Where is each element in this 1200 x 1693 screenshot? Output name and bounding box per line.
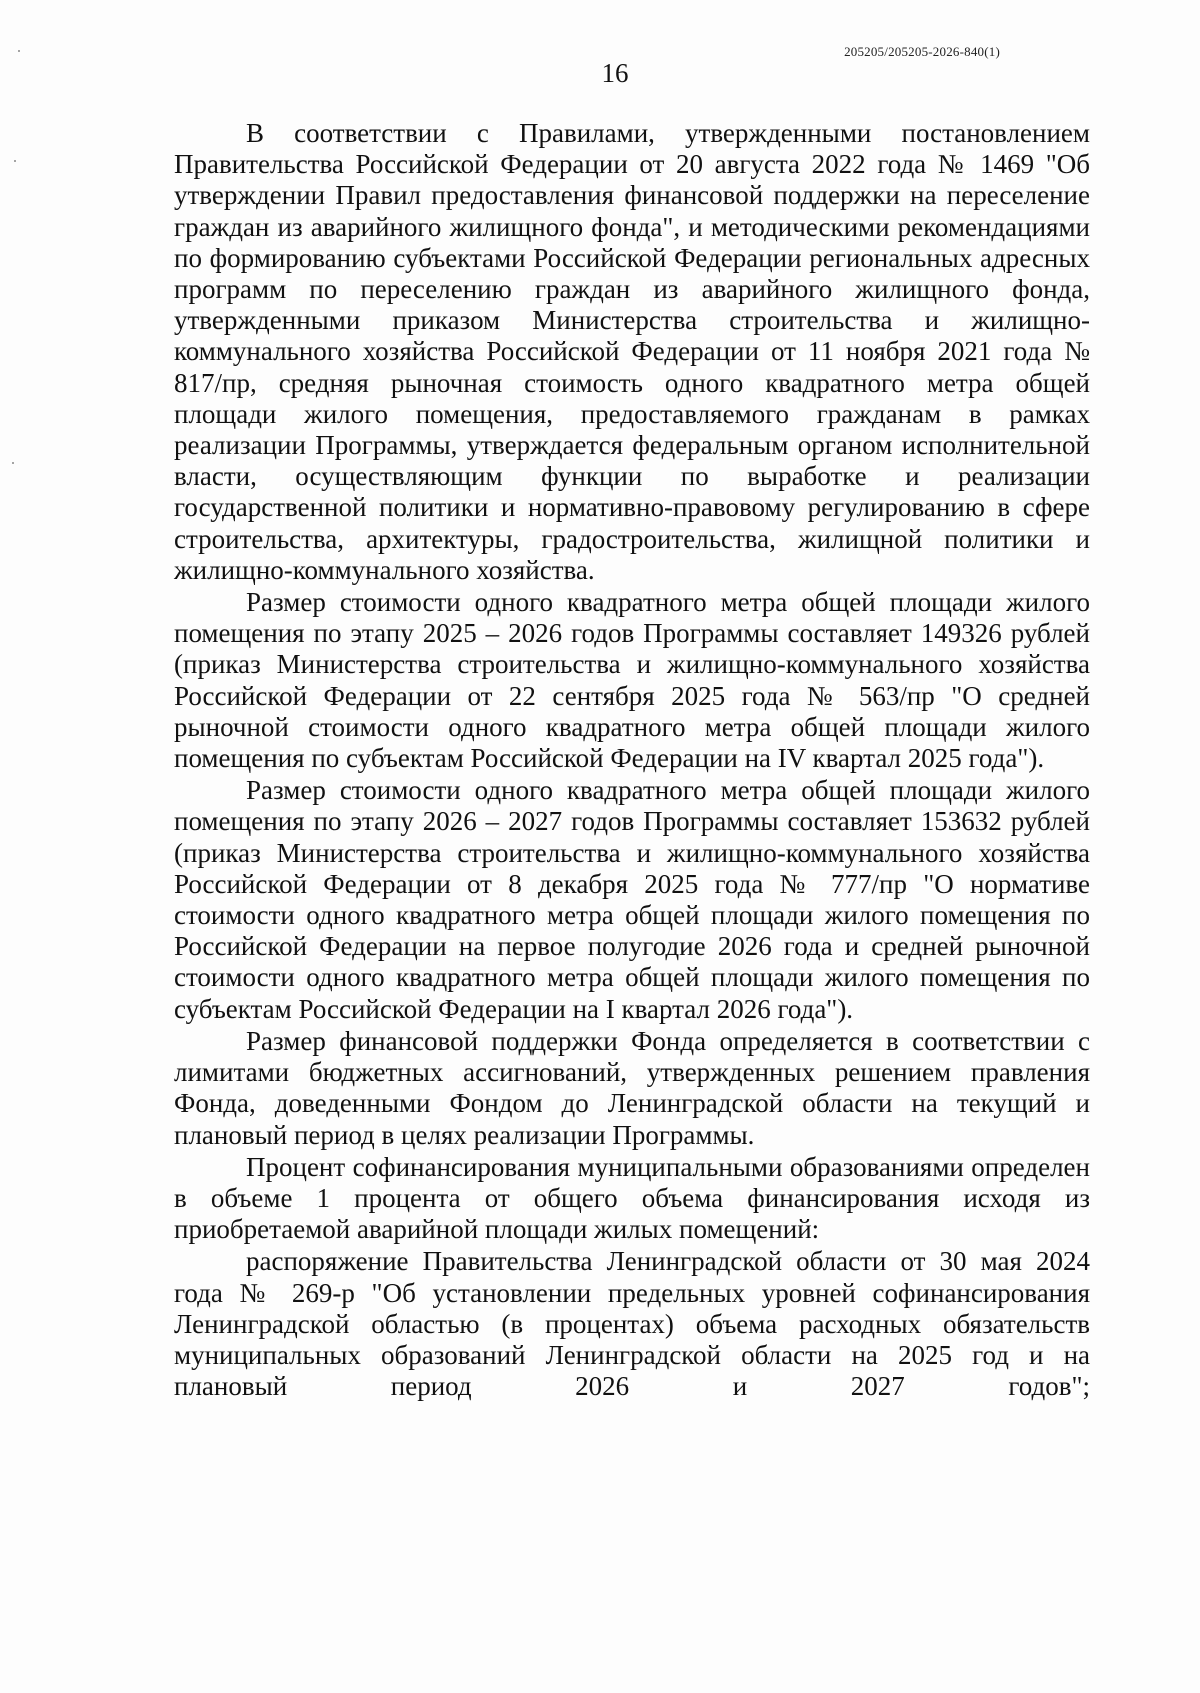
scan-speck bbox=[18, 50, 20, 52]
scan-speck bbox=[12, 462, 14, 464]
page-number: 16 bbox=[601, 58, 629, 88]
paragraph-cost-2026-2027: Размер стоимости одного квадратного метра общей площади жилого помещения по этапу 2026 – 2027 годов Программы составляет 153632 рублей (приказ Министерства строительства и жилищно-коммунального хозяйства Российской Федерации от 8 декабря 2025 года № 777/пр "О нормативе стоимости одного квадратного метра общей площади жилого помещения по Российской Федерации на первое полугодие 2026 года и средней рыночной стоимости одного квадратного метра общей площади жилого помещения по субъектам Российской Федерации на I квартал 2026 года"). bbox=[174, 775, 1090, 1024]
paragraph-regulation-rules: В соответствии с Правилами, утвержденными постановлением Правительства Российской Федерации от 20 августа 2022 года № 1469 "Об утверждении Правил предоставления финансовой поддержки на переселение граждан из аварийного жилищного фонда", и методическими рекомендациями по формированию субъектами Российской Федерации региональных адресных программ по переселению граждан из аварийного жилищного фонда, утвержденными приказом Министерства строительства и жилищно-коммунального хозяйства Российской Федерации от 11 ноября 2021 года № 817/пр, средняя рыночная стоимость одного квадратного метра общей площади жилого помещения, предоставляемого гражданам в рамках реализации Программы, утверждается федеральным органом исполнительной власти, осуществляющим функции по выработке и реализации государственной политики и нормативно-правовому регулированию в сфере строительства, архитектуры, градостроительства, жилищной политики и жилищно-коммунального хозяйства. bbox=[174, 118, 1090, 585]
paragraph-government-order: распоряжение Правительства Ленинградской области от 30 мая 2024 года № 269-р "Об установлении предельных уровней софинансирования Ленинградской областью (в процентах) объема расходных обязательств муниципальных образований Ленинградской области на 2025 год и на плановый период 2026 и 2027 годов"; bbox=[174, 1246, 1090, 1402]
paragraph-fund-support: Размер финансовой поддержки Фонда определяется в соответствии с лимитами бюджетных ассигнований, утвержденных решением правления Фонда, доведенными Фондом до Ленинградской области на текущий и плановый период в целях реализации Программы. bbox=[174, 1025, 1090, 1150]
document-id: 205205/205205-2026-840(1) bbox=[844, 44, 1000, 59]
paragraph-cost-2025-2026: Размер стоимости одного квадратного метра общей площади жилого помещения по этапу 2025 – 2026 годов Программы составляет 149326 рублей (приказ Министерства строительства и жилищно-коммунального хозяйства Российской Федерации от 22 сентября 2025 года № 563/пр "О средней рыночной стоимости одного квадратного метра общей площади жилого помещения по субъектам Российской Федерации на IV квартал 2025 года"). bbox=[174, 587, 1090, 774]
document-body bbox=[174, 118, 1090, 1403]
scan-speck bbox=[14, 160, 16, 162]
paragraph-cofinancing-percent: Процент софинансирования муниципальными образованиями определен в объеме 1 процента от общего объема финансирования исходя из приобретаемой аварийной площади жилых помещений: bbox=[174, 1151, 1090, 1245]
